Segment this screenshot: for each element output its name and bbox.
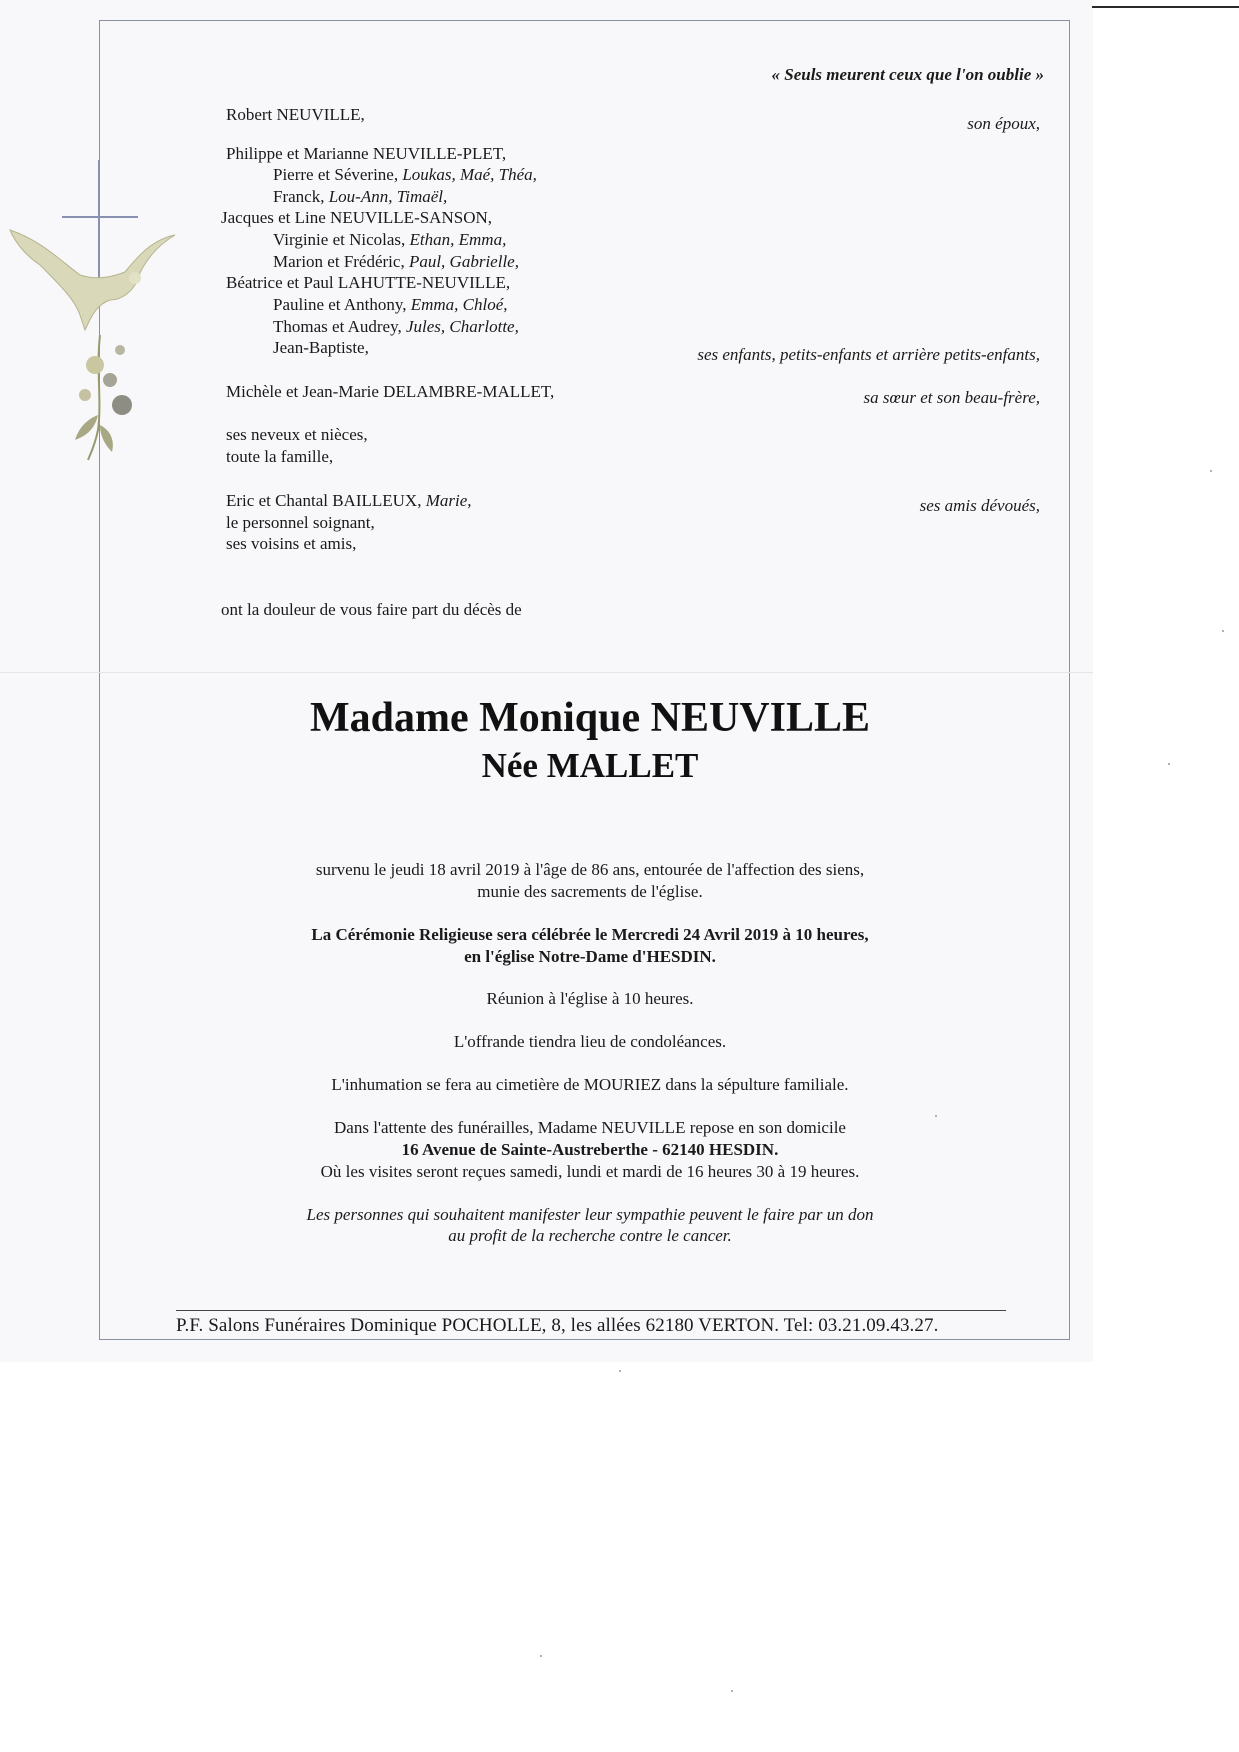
cross-dove-flower-icon — [0, 160, 190, 560]
scan-speck — [1222, 630, 1224, 632]
scan-speck — [540, 1655, 542, 1657]
scan-speck — [1210, 470, 1212, 472]
family-line: Jacques et Line NEUVILLE-SANSON, — [221, 208, 492, 227]
scan-edge-line — [1092, 6, 1239, 8]
family-line: Pierre et Séverine, Loukas, Maé, Théa, — [273, 165, 537, 184]
family-line: Jean-Baptiste, — [273, 338, 369, 357]
family-line: toute la famille, — [226, 447, 334, 466]
address-line: 16 Avenue de Sainte-Austreberthe - 62140 HESDIN. — [401, 1140, 779, 1159]
epitaph-quote: « Seuls meurent ceux que l'on oublie » — [771, 65, 1044, 84]
scan-speck — [1168, 763, 1170, 765]
family-line: Michèle et Jean-Marie DELAMBRE-MALLET, — [226, 382, 555, 401]
family-line: Franck, Lou-Ann, Timaël, — [273, 187, 448, 206]
scan-speck — [731, 1690, 733, 1692]
family-line: Virginie et Nicolas, Ethan, Emma, — [273, 230, 507, 249]
deceased-birth-name: Née MALLET — [481, 746, 699, 785]
scan-speck — [619, 1370, 621, 1372]
detail-line: Où les visites seront reçues samedi, lundi et mardi de 16 heures 30 à 19 heures. — [320, 1162, 860, 1181]
ceremony-line: en l'église Notre-Dame d'HESDIN. — [464, 947, 716, 966]
relation-label: son époux, — [967, 114, 1040, 133]
family-line: Thomas et Audrey, Jules, Charlotte, — [273, 317, 519, 336]
donation-line: Les personnes qui souhaitent manifester leur sympathie peuvent le faire par un don — [306, 1205, 874, 1224]
family-line: le personnel soignant, — [226, 513, 375, 532]
detail-line: L'offrande tiendra lieu de condoléances. — [453, 1032, 727, 1051]
family-line: Philippe et Marianne NEUVILLE-PLET, — [226, 144, 507, 163]
family-line: Eric et Chantal BAILLEUX, Marie, — [226, 491, 472, 510]
family-line: Pauline et Anthony, Emma, Chloé, — [273, 295, 508, 314]
relation-label: sa sœur et son beau-frère, — [863, 388, 1040, 407]
detail-line: Dans l'attente des funérailles, Madame NEUVILLE repose en son domicile — [334, 1118, 846, 1137]
detail-line: survenu le jeudi 18 avril 2019 à l'âge de 86 ans, entourée de l'affection des siens, — [315, 860, 865, 879]
family-line: ses neveux et nièces, — [226, 425, 368, 444]
relation-label: ses enfants, petits-enfants et arrière petits-enfants, — [697, 345, 1040, 364]
family-line: ses voisins et amis, — [226, 534, 357, 553]
ceremony-line: La Cérémonie Religieuse sera célébrée le Mercredi 24 Avril 2019 à 10 heures, — [311, 925, 869, 944]
detail-line: munie des sacrements de l'église. — [477, 882, 703, 901]
deceased-name: Madame Monique NEUVILLE — [309, 695, 871, 741]
scan-speck — [935, 1115, 937, 1117]
funeral-home-footer: P.F. Salons Funéraires Dominique POCHOLLE, 8, les allées 62180 VERTON. Tel: 03.21.09.43.27. — [176, 1310, 1006, 1337]
fold-line — [0, 672, 1093, 673]
donation-line: au profit de la recherche contre le cancer. — [448, 1226, 732, 1245]
relation-label: ses amis dévoués, — [919, 496, 1040, 515]
detail-line: L'inhumation se fera au cimetière de MOURIEZ dans la sépulture familiale. — [331, 1075, 849, 1094]
family-line: Robert NEUVILLE, — [226, 105, 365, 124]
family-line: Béatrice et Paul LAHUTTE-NEUVILLE, — [226, 273, 511, 292]
family-line: Marion et Frédéric, Paul, Gabrielle, — [273, 252, 519, 271]
detail-line: Réunion à l'église à 10 heures. — [486, 989, 694, 1008]
announcement-intro: ont la douleur de vous faire part du décès de — [221, 600, 522, 619]
